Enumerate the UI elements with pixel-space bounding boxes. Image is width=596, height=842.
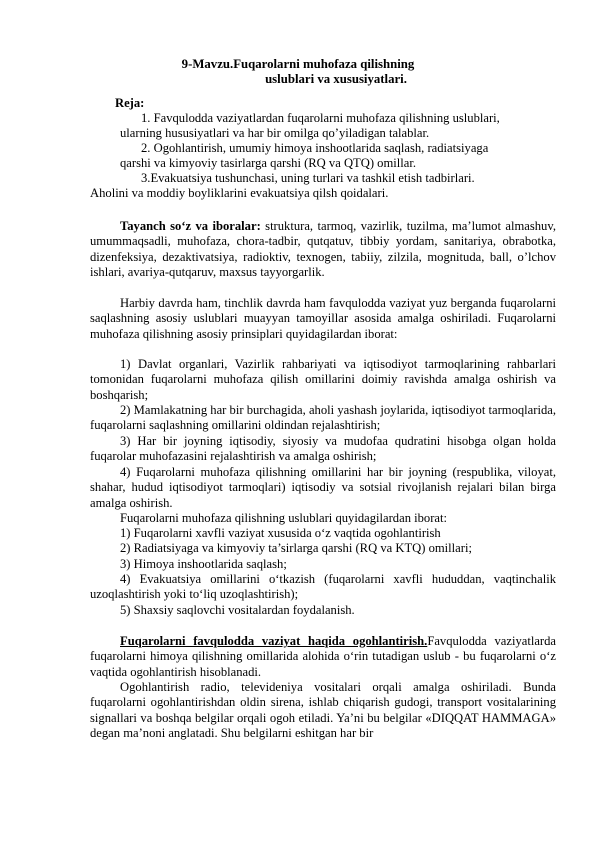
body-paragraph-2: 1) Davlat organlari, Vazirlik rahbariyati va iqtisodiyot tarmoqlarining rahbarlari tomonidan fuqarolarni muhofaza qilish omillarini doimiy ravishda amalga oshirish va boshqarish; bbox=[90, 357, 556, 402]
plan-item-2-line-1: 2. Ogohlantirish, umumiy himoya inshootlarida saqlash, radiatsiyaga bbox=[141, 141, 489, 155]
body-paragraph-3: 2) Mamlakatning har bir burchagida, aholi yashash joylarida, iqtisodiyot tarmoqlarida, fuqarolarni saqlashning omillarini oldindan rejalashtirish; bbox=[90, 403, 556, 433]
keywords-text: struktura, tarmoq, vazirlik, tuzilma, ma’lumot almashuv, umummaqsadli, muhofaza, chora-tadbir, qutqatuv, tibbiy yordam, sanitariya, obrabotka, dizenfeksiya, dezaktivatsiya, radioktiv, texnogen, tabiiy, zilzila, mognituda, ball, o’lchov ishlari, avariya-qutqaruv, maxsus tayyorgarlik. bbox=[90, 219, 556, 279]
body-paragraph-7: 1) Fuqarolarni xavfli vaziyat xususida o‘z vaqtida ogohlantirish bbox=[120, 526, 441, 540]
body-paragraph-1: Harbiy davrda ham, tinchlik davrda ham favqulodda vaziyat yuz berganda fuqarolarni saqlashning asosiy uslublari muayyan tamoyillar asosida amalga oshiriladi. Fuqarolarni muhofaza qilishning asosiy prinsiplari quyidagilardan iborat: bbox=[90, 296, 556, 341]
warning-section-heading: Fuqarolarni favqulodda vaziyat haqida ogohlantirish. bbox=[120, 634, 428, 648]
warning-section-text: Favqulodda vaziyatlarda fuqarolarni himoya qilishning omillarida alohida o‘rin tutadigan uslub - bu fuqarolarni o‘z vaqtida ogohlantirish hisoblanadi. bbox=[90, 634, 556, 679]
plan-item-3-line-1: 3.Evakuatsiya tushunchasi, uning turlari va tashkil etish tadbirlari. bbox=[141, 171, 475, 185]
title-line-1: 9-Mavzu.Fuqarolarni muhofaza qilishning bbox=[181, 57, 415, 71]
body-paragraph-11: 5) Shaxsiy saqlovchi vositalardan foydalanish. bbox=[120, 603, 355, 617]
body-paragraph-9: 3) Himoya inshootlarida saqlash; bbox=[120, 557, 287, 571]
plan-item-1-line-1: 1. Favqulodda vaziyatlardan fuqarolarni muhofaza qilishning uslublari, bbox=[141, 111, 500, 125]
plan-item-1-line-2: ularning hususiyatlari va har bir omilga qo’yiladigan talablar. bbox=[120, 126, 430, 140]
plan-heading: Reja: bbox=[115, 96, 145, 110]
plan-item-2-line-2: qarshi va kimyoviy tasirlarga qarshi (RQ va QTQ) omillar. bbox=[120, 156, 417, 170]
body-paragraph-10: 4) Evakuatsiya omillarini o‘tkazish (fuqarolarni xavfli hududdan, vaqtinchalik uzoqlashtirish yoki to‘liq uzoqlashtirish); bbox=[90, 572, 556, 602]
body-paragraph-5: 4) Fuqarolarni muhofaza qilishning omillarini har bir joyning (respublika, viloyat, shahar, hudud iqtisodiyot tarmoqlari) iqtisodiy va sotsial rivojlanish rejalari bilan birga amalga oshirish. bbox=[90, 465, 556, 510]
body-paragraph-6: Fuqarolarni muhofaza qilishning uslublari quyidagilardan iborat: bbox=[120, 511, 448, 525]
title-line-2: uslublari va xususiyatlari. bbox=[265, 71, 407, 86]
plan-item-3-line-2: Aholini va moddiy boyliklarini evakuatsiya qilsh qoidalari. bbox=[90, 186, 389, 200]
keywords-paragraph bbox=[90, 219, 556, 280]
body-paragraph-13: Ogohlantirish radio, televideniya vositalari orqali amalga oshiriladi. Bunda fuqarolarni ogohlantirishdan oldin sirena, ishlab chiqarish gudogi, transport vositalarining signallari va boshqa belgilar orqali ogoh etiladi. Ya’ni bu belgilar «DIQQAT HAMMAGA» degan ma’noni anglatadi. Shu belgilarni eshitgan har bir bbox=[90, 680, 556, 740]
page-title bbox=[60, 57, 536, 86]
body-paragraph-4: 3) Har bir joyning iqtisodiy, siyosiy va mudofaa qudratini hisobga olgan holda fuqarolar muhofazasini rejalashtirish va amalga oshirish; bbox=[90, 434, 556, 464]
keywords-label: Tayanch so‘z va iboralar: bbox=[120, 219, 261, 233]
body-paragraph-8: 2) Radiatsiyaga va kimyoviy ta’sirlarga qarshi (RQ va KTQ) omillari; bbox=[120, 541, 472, 555]
body-paragraph-12 bbox=[90, 634, 556, 680]
